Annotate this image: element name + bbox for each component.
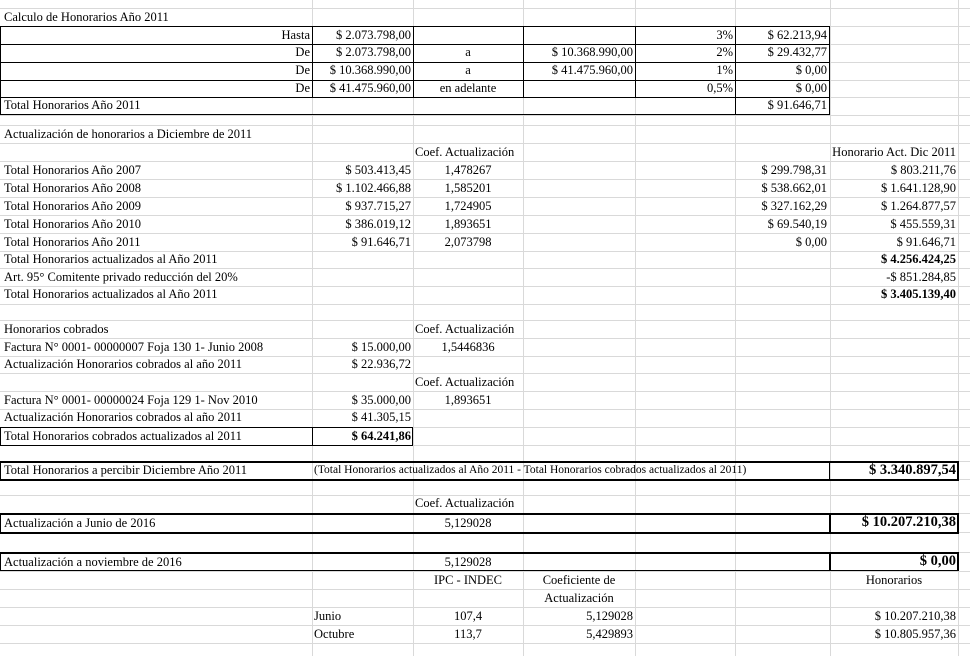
yearly-amount[interactable]: $ 1.102.466,88	[336, 181, 411, 195]
total-act-label[interactable]: Total Honorarios actualizados al Año 2011	[4, 252, 218, 266]
yearly-act[interactable]: $ 455.559,31	[890, 217, 956, 231]
ipc-header[interactable]: IPC - INDEC	[433, 573, 503, 587]
percibir-formula[interactable]: (Total Honorarios actualizados al Año 2011 - Total Honorarios cobrados actualizados al 2011)	[314, 464, 747, 476]
total-act-value[interactable]: $ 4.256.424,25	[881, 252, 956, 266]
coef-header[interactable]: Coef. Actualización	[415, 145, 515, 159]
cell-border-line	[0, 114, 830, 115]
factura2-label[interactable]: Factura N° 0001- 00000024 Foja 129 1- Nov 2010	[4, 393, 258, 407]
total-cobrados-value[interactable]: $ 64.241,86	[351, 429, 411, 443]
factura1-coef[interactable]: 1,5446836	[441, 340, 495, 354]
scale-to[interactable]: $ 10.368.990,00	[551, 45, 633, 59]
grid-row-line	[0, 115, 970, 116]
scale-pct[interactable]: 2%	[716, 45, 733, 59]
yearly-coef[interactable]: 2,073798	[444, 235, 492, 249]
art95-value[interactable]: -$ 851.284,85	[886, 270, 956, 284]
coef-header-4[interactable]: Coef. Actualización	[415, 496, 515, 510]
yearly-diff[interactable]: $ 327.162,29	[761, 199, 827, 213]
yearly-label[interactable]: Total Honorarios Año 2007	[4, 163, 141, 177]
ipc-coef[interactable]: 5,429893	[586, 627, 633, 641]
grid-row-line	[0, 643, 970, 644]
act1-label[interactable]: Actualización Honorarios cobrados al año 2011	[4, 357, 243, 371]
scale-amount[interactable]: $ 0,00	[795, 81, 827, 95]
factura1-amount[interactable]: $ 15.000,00	[351, 340, 411, 354]
yearly-amount[interactable]: $ 91.646,71	[351, 235, 411, 249]
scale-label[interactable]: De	[295, 63, 310, 77]
yearly-label[interactable]: Total Honorarios Año 2009	[4, 199, 141, 213]
calc-title[interactable]: Calculo de Honorarios Año 2011	[4, 10, 169, 24]
yearly-act[interactable]: $ 1.264.877,57	[881, 199, 956, 213]
junio-coef[interactable]: 5,129028	[444, 516, 492, 530]
scale-amount[interactable]: $ 29.432,77	[767, 45, 827, 59]
grid-column-line	[635, 0, 636, 656]
junio-value[interactable]: $ 10.207.210,38	[861, 514, 956, 530]
scale-from[interactable]: $ 2.073.798,00	[336, 45, 411, 59]
ipc-month[interactable]: Junio	[314, 609, 342, 623]
ipc-honorarios[interactable]: $ 10.207.210,38	[874, 609, 956, 623]
ipc-honorarios[interactable]: $ 10.805.957,36	[874, 627, 956, 641]
grid-row-line	[0, 589, 970, 590]
yearly-act[interactable]: $ 803.211,76	[890, 163, 956, 177]
act2-amount[interactable]: $ 41.305,15	[351, 410, 411, 424]
total-cobrados-label[interactable]: Total Honorarios cobrados actualizados al 2011	[4, 429, 242, 443]
coef-header-2[interactable]: Coef. Actualización	[415, 322, 515, 336]
scale-to[interactable]: $ 41.475.960,00	[551, 63, 633, 77]
scale-amount[interactable]: $ 0,00	[795, 63, 827, 77]
yearly-coef[interactable]: 1,724905	[444, 199, 492, 213]
coef-header-5b[interactable]: Actualización	[544, 591, 614, 605]
scale-label[interactable]: De	[295, 81, 310, 95]
cell-border-line	[0, 26, 1, 115]
grid-row-line	[0, 304, 970, 305]
ipc-value[interactable]: 107,4	[453, 609, 483, 623]
total-act2-value[interactable]: $ 3.405.139,40	[881, 287, 956, 301]
honorarios-header[interactable]: Honorarios	[865, 573, 923, 587]
scale-pct[interactable]: 0,5%	[706, 81, 733, 95]
yearly-diff[interactable]: $ 69.540,19	[767, 217, 827, 231]
yearly-diff[interactable]: $ 0,00	[795, 235, 827, 249]
cobrados-title[interactable]: Honorarios cobrados	[4, 322, 109, 336]
scale-connector[interactable]: a	[465, 63, 471, 77]
scale-connector[interactable]: a	[465, 45, 471, 59]
cell-border-line	[0, 427, 1, 446]
nov-value[interactable]: $ 0,00	[919, 553, 956, 569]
percibir-value[interactable]: $ 3.340.897,54	[869, 462, 956, 478]
nov-label[interactable]: Actualización a noviembre de 2016	[4, 555, 182, 569]
scale-label[interactable]: Hasta	[281, 28, 310, 42]
yearly-coef[interactable]: 1,893651	[444, 217, 492, 231]
total-2011-value[interactable]: $ 91.646,71	[767, 98, 827, 112]
yearly-label[interactable]: Total Honorarios Año 2010	[4, 217, 141, 231]
yearly-coef[interactable]: 1,478267	[444, 163, 492, 177]
cell-border-line	[0, 532, 958, 534]
cell-border-line	[0, 445, 413, 446]
coef-header-3[interactable]: Coef. Actualización	[415, 375, 515, 389]
total-2011-label[interactable]: Total Honorarios Año 2011	[4, 98, 141, 112]
yearly-amount[interactable]: $ 386.019,12	[345, 217, 411, 231]
hon-act-header[interactable]: Honorario Act. Dic 2011	[832, 145, 956, 159]
cell-border-line	[0, 461, 1, 481]
coef-header-5a[interactable]: Coeficiente de	[542, 573, 616, 587]
total-act2-label[interactable]: Total Honorarios actualizados al Año 2011	[4, 287, 218, 301]
yearly-amount[interactable]: $ 937.715,27	[345, 199, 411, 213]
scale-pct[interactable]: 3%	[716, 28, 733, 42]
grid-column-line	[312, 0, 313, 656]
factura2-amount[interactable]: $ 35.000,00	[351, 393, 411, 407]
yearly-diff[interactable]: $ 538.662,01	[761, 181, 827, 195]
scale-label[interactable]: De	[295, 45, 310, 59]
grid-column-line	[523, 0, 524, 656]
yearly-act[interactable]: $ 1.641.128,90	[881, 181, 956, 195]
percibir-label[interactable]: Total Honorarios a percibir Diciembre Año 2011	[4, 463, 248, 477]
scale-amount[interactable]: $ 62.213,94	[767, 28, 827, 42]
yearly-coef[interactable]: 1,585201	[444, 181, 492, 195]
ipc-value[interactable]: 113,7	[454, 627, 482, 641]
yearly-diff[interactable]: $ 299.798,31	[761, 163, 827, 177]
scale-connector[interactable]: en adelante	[439, 81, 497, 95]
ipc-coef[interactable]: 5,129028	[586, 609, 633, 623]
cell-border-line	[0, 552, 1, 571]
act2-label[interactable]: Actualización Honorarios cobrados al año 2011	[4, 410, 243, 424]
act1-amount[interactable]: $ 22.936,72	[351, 357, 411, 371]
art95-label[interactable]: Art. 95° Comitente privado reducción del 20%	[4, 270, 238, 284]
update-title[interactable]: Actualización de honorarios a Diciembre de 2011	[4, 127, 253, 141]
cell-border-line	[829, 26, 830, 115]
factura2-coef[interactable]: 1,893651	[444, 393, 492, 407]
ipc-month[interactable]: Octubre	[314, 627, 355, 641]
scale-pct[interactable]: 1%	[716, 63, 733, 77]
yearly-label[interactable]: Total Honorarios Año 2008	[4, 181, 141, 195]
nov-coef[interactable]: 5,129028	[444, 555, 492, 569]
cell-border-line	[0, 479, 958, 481]
factura1-label[interactable]: Factura N° 0001- 00000007 Foja 130 1- Junio 2008	[4, 340, 264, 354]
yearly-label[interactable]: Total Honorarios Año 2011	[4, 235, 141, 249]
scale-from[interactable]: $ 10.368.990,00	[329, 63, 411, 77]
cell-border-line	[0, 513, 1, 534]
junio-label[interactable]: Actualización a Junio de 2016	[4, 516, 156, 530]
yearly-amount[interactable]: $ 503.413,45	[345, 163, 411, 177]
scale-from[interactable]: $ 41.475.960,00	[329, 81, 411, 95]
yearly-act[interactable]: $ 91.646,71	[896, 235, 956, 249]
scale-from[interactable]: $ 2.073.798,00	[336, 28, 411, 42]
